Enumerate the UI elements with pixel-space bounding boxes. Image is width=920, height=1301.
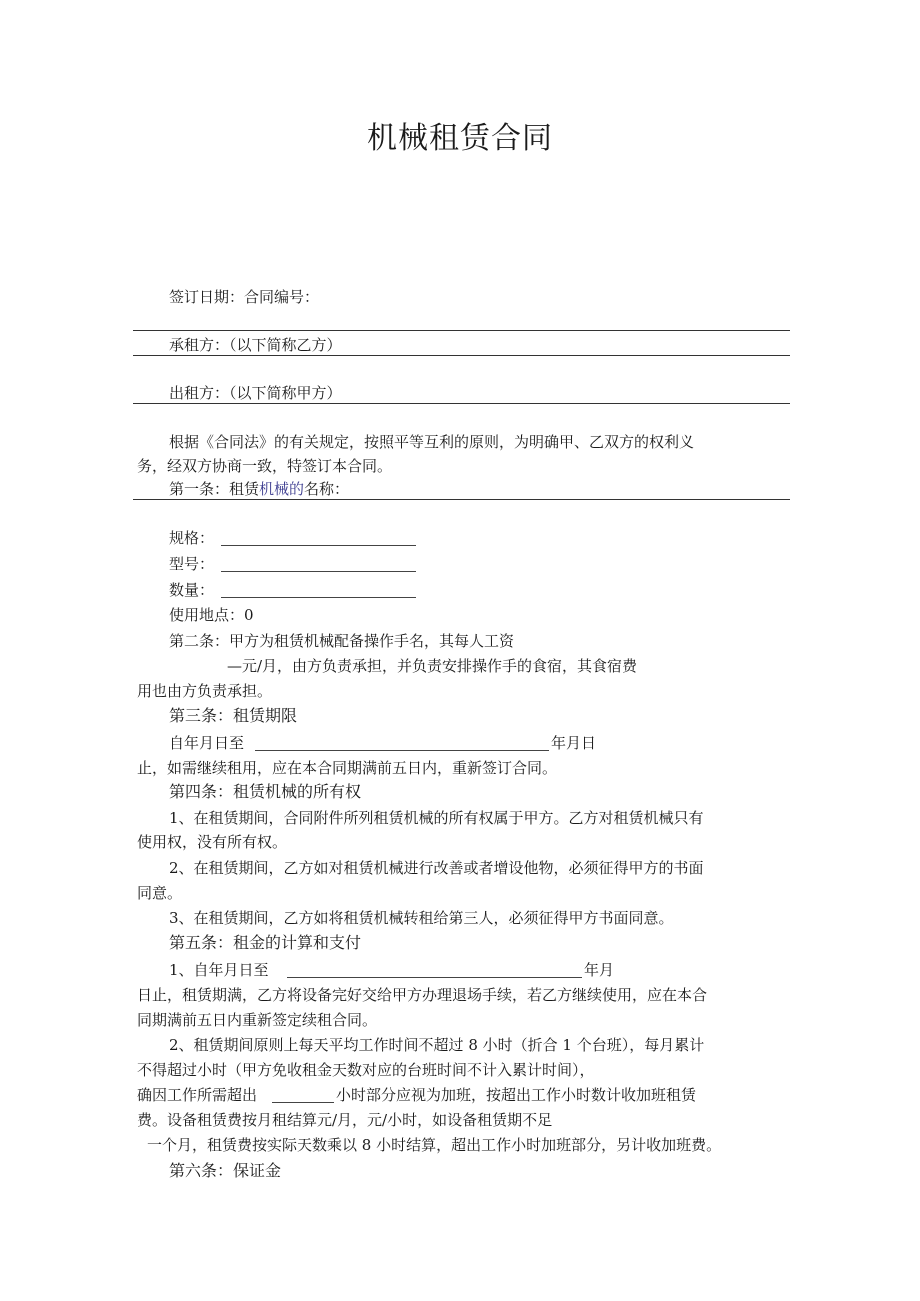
article3-line1-b: 年月日 <box>551 734 597 752</box>
article1-heading: 第一条：租赁机械的名称： <box>169 480 350 498</box>
spec-label: 规格： <box>169 529 215 547</box>
article5-p2-line1: 2、租赁期间原则上每天平均工作时间不超过 8 小时（折合 1 个台班），每月累计 <box>169 1036 705 1054</box>
article6-heading: 第六条：保证金 <box>169 1161 282 1180</box>
article5-p2-line5: 一个月，租赁费按实际天数乘以 8 小时结算，超出工作小时加班部分，另计收加班费。 <box>147 1136 722 1154</box>
article2-line1: 第二条：甲方为租赁机械配备操作手名，其每人工资 <box>169 632 515 650</box>
location-label: 使用地点：0 <box>169 606 254 624</box>
article4-p1-line2: 使用权，没有所有权。 <box>137 833 288 851</box>
article5-heading: 第五条：租金的计算和支付 <box>169 933 362 952</box>
preamble-line2: 务，经双方协商一致，特签订本合同。 <box>137 457 393 475</box>
rent-term-blank <box>287 977 582 978</box>
article3-line2: 止，如需继续租用，应在本合同期满前五日内，重新签订合同。 <box>137 759 558 777</box>
article2-line2: —元/月，由方负责承担，并负责安排操作手的食宿，其食宿费 <box>227 657 638 675</box>
article5-p1-line3: 同期满前五日内重新签定续租合同。 <box>137 1011 378 1029</box>
preamble-line1: 根据《合同法》的有关规定，按照平等互利的原则，为明确甲、乙双方的权利义 <box>169 433 695 451</box>
highlighted-term: 机械的 <box>259 480 305 498</box>
rule-line <box>133 355 790 356</box>
article4-p3: 3、在租赁期间，乙方如将租赁机械转租给第三人，必须征得甲方书面同意。 <box>169 909 674 927</box>
quantity-label: 数量： <box>169 581 215 599</box>
article5-p2-line2: 不得超过小时（甲方免收租金天数对应的台班时间不计入累计时间）， <box>137 1061 595 1079</box>
article3-line1-a: 自年月日至 <box>169 734 245 752</box>
article4-p1-line1: 1、在租赁期间，合同附件所列租赁机械的所有权属于甲方。乙方对租赁机械只有 <box>169 809 704 827</box>
article4-heading: 第四条：租赁机械的所有权 <box>169 782 362 801</box>
rule-line <box>133 330 790 331</box>
article5-p1-line2: 日止，租赁期满，乙方将设备完好交给甲方办理退场手续，若乙方继续使用，应在本合 <box>137 986 708 1004</box>
article4-p2-line2: 同意。 <box>137 884 183 902</box>
sign-date-contract-no: 签订日期：合同编号： <box>169 288 320 306</box>
rule-line <box>133 403 790 404</box>
term-blank <box>255 750 549 751</box>
document-title: 机械租赁合同 <box>367 121 553 156</box>
article3-heading: 第三条：租赁期限 <box>169 706 298 725</box>
rule-line <box>133 499 790 500</box>
overtime-blank <box>272 1102 334 1103</box>
article2-line3: 用也由方负责承担。 <box>137 682 273 700</box>
model-label: 型号： <box>169 555 215 573</box>
quantity-blank <box>221 597 416 598</box>
model-blank <box>221 571 416 572</box>
article5-p2-line3-b: 小时部分应视为加班，按超出工作小时数计收加班租赁 <box>336 1086 697 1104</box>
spec-blank <box>221 545 416 546</box>
article5-p1-line1-b: 年月 <box>584 961 615 979</box>
lessee-party: 承租方：（以下简称乙方） <box>169 336 342 354</box>
article4-p2-line1: 2、在租赁期间，乙方如对租赁机械进行改善或者增设他物，必须征得甲方的书面 <box>169 859 704 877</box>
article5-p1-line1-a: 1、自年月日至 <box>169 961 269 979</box>
article5-p2-line3-a: 确因工作所需超出 <box>137 1086 258 1104</box>
article5-p2-line4: 费。设备租赁费按月租结算元/月，元/小时，如设备租赁期不足 <box>137 1111 553 1129</box>
lessor-party: 出租方：（以下简称甲方） <box>169 384 342 402</box>
